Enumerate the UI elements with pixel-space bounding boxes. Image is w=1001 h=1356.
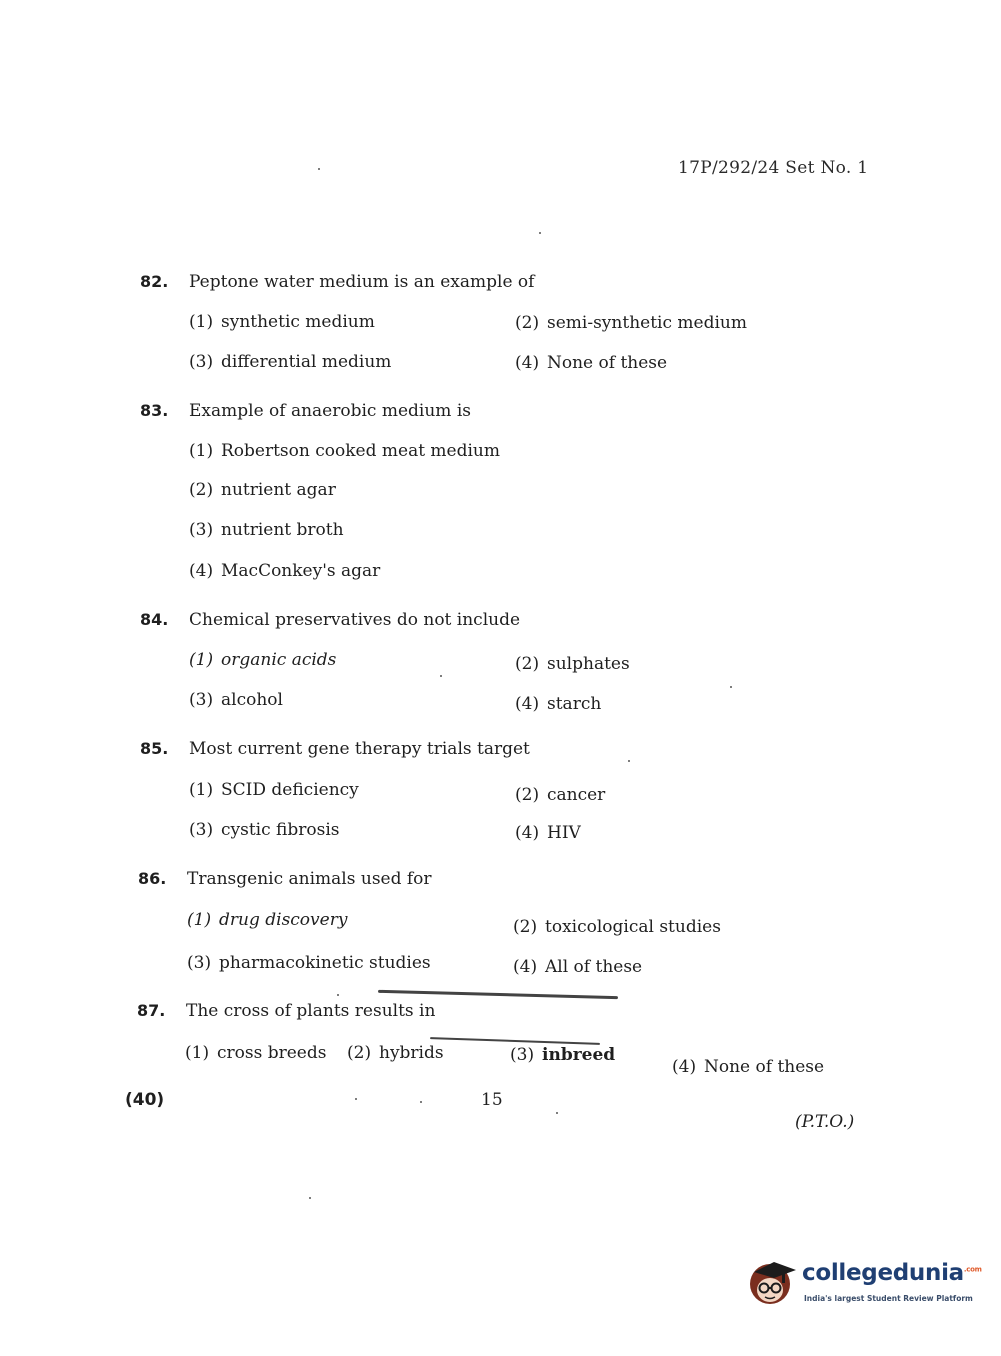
- question-text: Peptone water medium is an example of: [189, 272, 535, 292]
- option: (4) All of these: [513, 957, 643, 977]
- scan-mark: [430, 1037, 600, 1045]
- scan-mark: [378, 990, 618, 999]
- question-number: 85.: [140, 739, 169, 758]
- page-number: 15: [481, 1090, 503, 1110]
- option: (2) hybrids: [347, 1043, 444, 1063]
- option: (4) starch: [515, 694, 602, 714]
- option: (2) cancer: [515, 785, 606, 805]
- speck: [355, 1098, 357, 1100]
- speck: [318, 168, 320, 170]
- question-text: Most current gene therapy trials target: [189, 739, 530, 759]
- brand-tagline: India's largest Student Review Platform: [804, 1294, 973, 1303]
- speck: [309, 1197, 311, 1199]
- option: (3) inbreed: [510, 1045, 616, 1065]
- option: (4) None of these: [672, 1057, 825, 1077]
- option: (3) nutrient broth: [189, 520, 344, 540]
- speck: [628, 760, 630, 762]
- question-number: 87.: [137, 1001, 166, 1020]
- pto-label: (P.T.O.): [795, 1112, 855, 1132]
- speck: [440, 675, 442, 677]
- question-number: 84.: [140, 610, 169, 629]
- speck: [539, 232, 541, 234]
- option: (4) HIV: [515, 823, 581, 843]
- question-number: 86.: [138, 869, 167, 888]
- speck: [420, 1101, 422, 1103]
- question-number: 83.: [140, 401, 169, 420]
- option: (3) differential medium: [189, 352, 392, 372]
- option: (3) alcohol: [189, 690, 283, 710]
- collegedunia-logo-icon: [744, 1254, 800, 1310]
- question-number: 82.: [140, 272, 169, 291]
- speck: [730, 686, 732, 688]
- brand-name: collegedunia$^{.com}$: [802, 1260, 982, 1286]
- option: (2) nutrient agar: [189, 480, 336, 500]
- option: (2) sulphates: [515, 654, 630, 674]
- option: (1) cross breeds: [185, 1043, 327, 1063]
- option: (1) organic acids: [189, 650, 337, 670]
- option: (4) MacConkey's agar: [189, 561, 381, 581]
- question-text: The cross of plants results in: [186, 1001, 436, 1021]
- speck: [337, 994, 339, 996]
- option: (4) None of these: [515, 353, 668, 373]
- option: (1) SCID deficiency: [189, 780, 359, 800]
- question-text: Example of anaerobic medium is: [189, 401, 471, 421]
- question-text: Chemical preservatives do not include: [189, 610, 521, 630]
- option: (1) synthetic medium: [189, 312, 375, 332]
- option: (2) toxicological studies: [513, 917, 721, 937]
- collegedunia-brand: [744, 1254, 982, 1314]
- option: (2) semi-synthetic medium: [515, 313, 747, 333]
- option: (3) pharmacokinetic studies: [187, 953, 431, 973]
- paper-code: 17P/292/24 Set No. 1: [678, 158, 869, 178]
- option: (1) Robertson cooked meat medium: [189, 441, 501, 461]
- option: (3) cystic fibrosis: [189, 820, 340, 840]
- question-text: Transgenic animals used for: [187, 869, 432, 889]
- paper-marks-code: (40): [125, 1090, 165, 1110]
- option: (1) drug discovery: [187, 910, 348, 930]
- speck: [556, 1112, 558, 1114]
